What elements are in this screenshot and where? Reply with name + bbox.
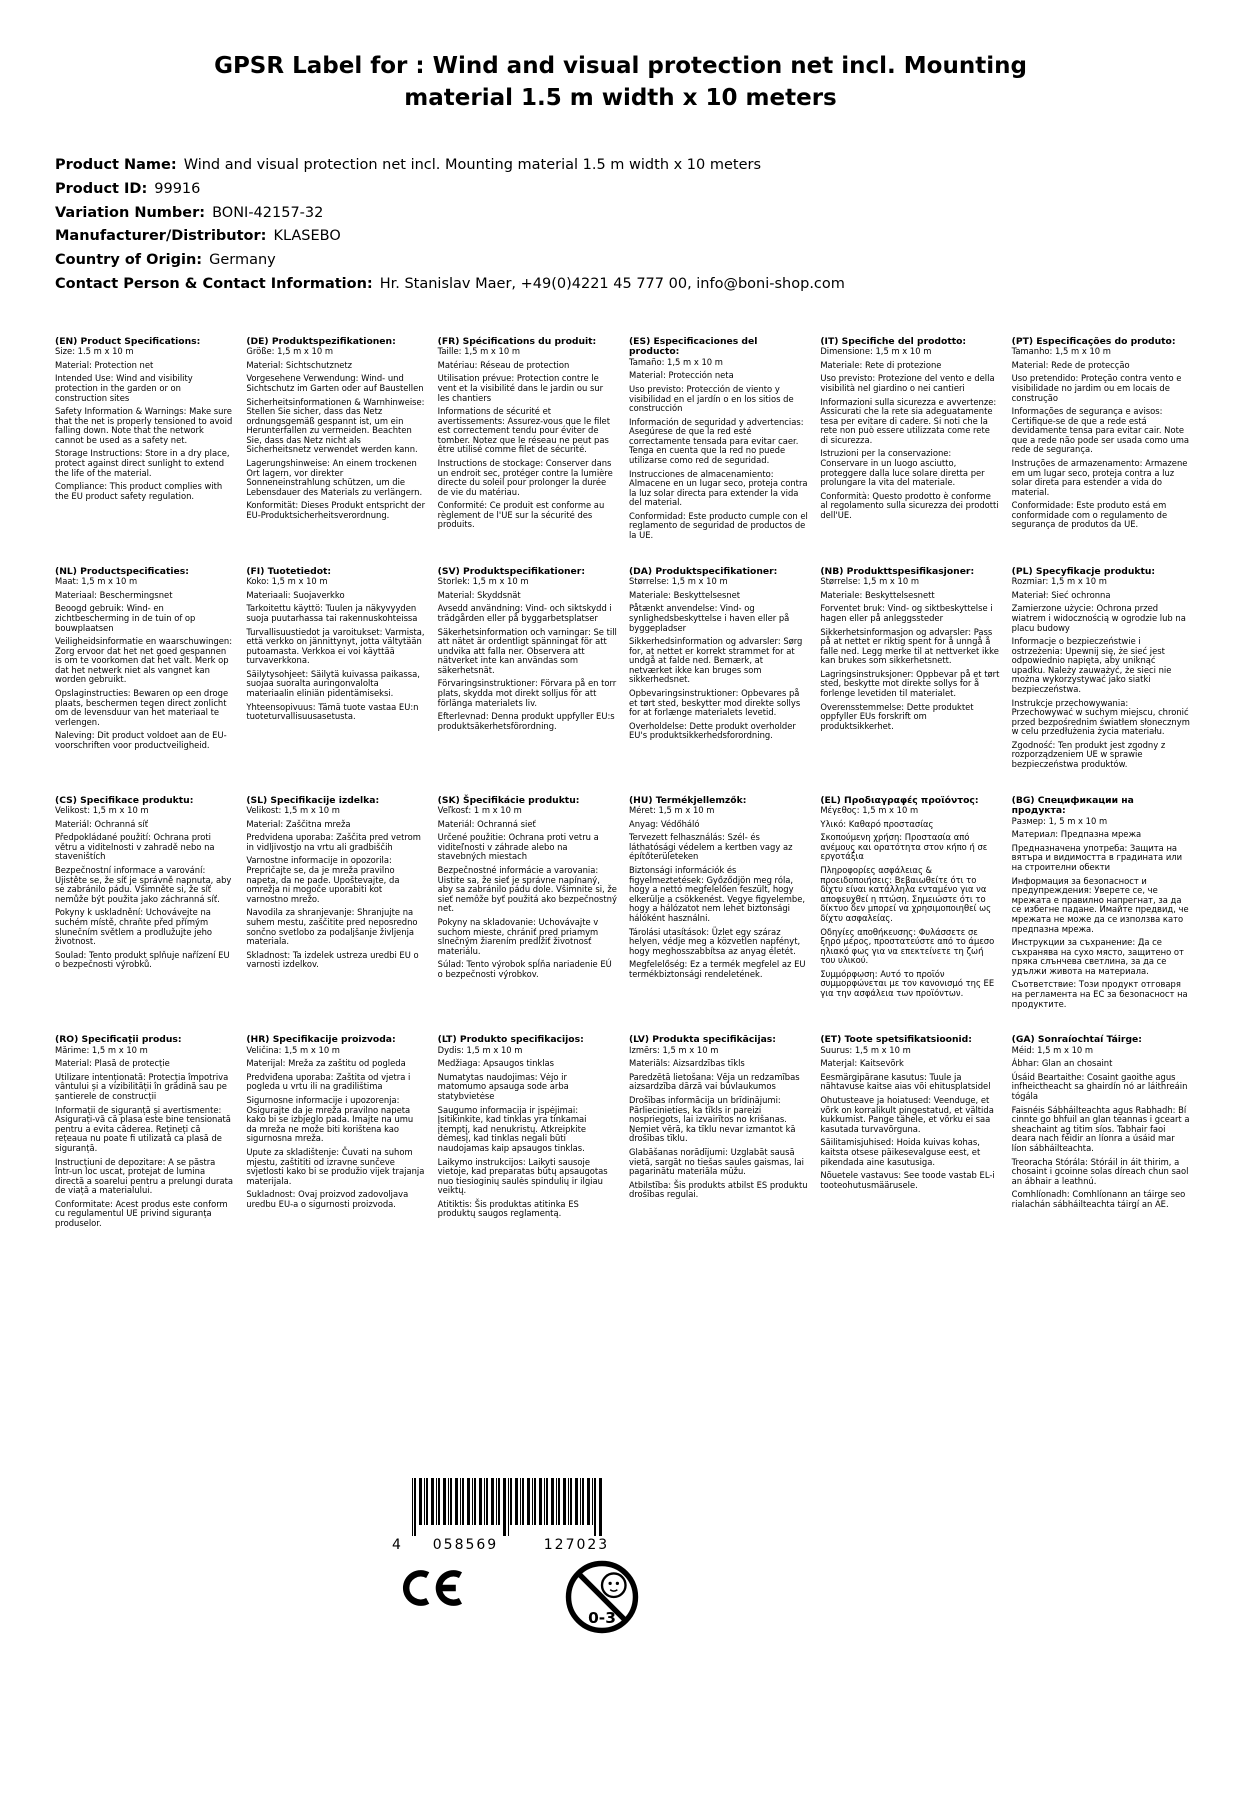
spec-paragraph: Informații de siguranță și avertismente: Asigurați-vă că plasa este bine tensionată pentru a evita căderea. Rețineți că rețeaua nu poate fi utilizată ca plasă de siguranță.	[55, 1104, 231, 1153]
spec-heading: (ET) Toote spetsifikatsioonid:	[820, 1034, 972, 1046]
spec-paragraph: Uso previsto: Protezione del vento e della visibilità nel giardino o nei cantieri	[820, 373, 995, 393]
barcode-bar	[448, 1478, 449, 1525]
spec-paragraph: Maat: 1,5 m x 10 m	[55, 576, 138, 587]
spec-block	[55, 337, 234, 541]
barcode-bar	[515, 1478, 518, 1525]
spec-paragraph: Atitiktis: Šis produktas atitinka ES produktų saugos reglamentą.	[437, 1198, 579, 1219]
barcode-bar	[484, 1478, 485, 1525]
spec-paragraph: Upute za skladištenje: Čuvati na suhom mjestu, zaštititi od izravne sunčeve svjetlosti kako bi se produžio vijek trajanja materijala.	[246, 1146, 425, 1186]
spec-paragraph: Säilytysohjeet: Säilytä kuivassa paikassa, suojaa suoralta auringonvalolta materiaalin eliniän pidentämiseksi.	[246, 668, 420, 698]
spec-paragraph: Μέγεθος: 1,5 m x 10 m	[820, 805, 919, 816]
spec-paragraph: Predviđena uporaba: Zaštita od vjetra i pogleda u vrtu ili na gradilištima	[246, 1071, 411, 1092]
spec-paragraph: Avsedd användning: Vind- och siktskydd i trädgården eller på byggarbetsplatser	[437, 603, 612, 623]
spec-paragraph: Informations de sécurité et avertissements: Assurez-vous que le filet est correctement tendu pour éviter de tomber. Notez que le réseau ne peut pas être utilisé comme filet de sécurité.	[437, 406, 610, 455]
spec-paragraph: Lagerungshinweise: An einem trockenen Ort lagern, vor direkter Sonneneinstrahlung schützen, um die Lebensdauer des Materials zu verlängern.	[246, 457, 423, 497]
spec-paragraph: Bezpečnostné informácie a varovania: Uistite sa, že sieť je správne napínaný, aby sa zabránilo pádu dole. Všimnite si, že sieť nemôže byť použitá ako bezpečnostný net.	[437, 865, 617, 914]
product-info-row	[55, 156, 1186, 174]
spec-block	[55, 796, 234, 1010]
spec-paragraph: Informações de segurança e avisos: Certifique-se de que a rede está devidamente tensa para evitar cair. Note que a rede não pode ser usada como uma rede de segurança.	[1011, 406, 1190, 455]
barcode-bar	[436, 1478, 437, 1525]
spec-paragraph: Turvallisuustiedot ja varoitukset: Varmista, että verkko on jännittynyt, jotta vältytään putoamasta. Verkkoa ei voi käyttää turvaverkkona.	[246, 626, 425, 666]
spec-block	[629, 337, 808, 541]
spec-paragraph: Материал: Предпазна мрежа	[1011, 829, 1142, 840]
footer-symbols	[392, 1553, 648, 1635]
spec-paragraph: Glabāšanas norādījumi: Uzglabāt sausā vietā, sargāt no tiešas saules gaismas, lai pagarinātu materiāla mūžu.	[628, 1146, 804, 1177]
spec-paragraph: Pokyny na skladovanie: Uchovávajte v suchom mieste, chrániť pred priamym slnečným žiarením predĺžiť životnosť materiálu.	[437, 916, 599, 956]
spec-paragraph: Faisnéis Sábháilteachta agus Rabhadh: Bí cinnte go bhfuil an glan teannas i gceart a sheachaint ag titim síos. Tabhair faoi deara nach féidir an líonra a úsáid mar líon sábháilteachta.	[1011, 1104, 1190, 1153]
spec-body	[629, 806, 808, 979]
spec-paragraph: Conformidad: Este producto cumple con el reglamento de seguridad de productos de la UE.	[628, 510, 808, 541]
barcode-bar	[467, 1478, 470, 1525]
spec-paragraph: Instrucțiuni de depozitare: A se păstra într-un loc uscat, protejat de lumina directă a soarelui pentru a prelungi durata de viață a materialului.	[55, 1156, 234, 1196]
spec-paragraph: Nõuetele vastavus: See toode vastab EL-i tooteohutusmäärusele.	[820, 1170, 995, 1190]
barcode-first-digit: 4	[392, 1537, 401, 1553]
spec-body	[820, 806, 999, 998]
spec-heading: (CS) Specifikace produktu:	[55, 794, 194, 806]
spec-paragraph: Numatytas naudojimas: Vėjo ir matomumo apsauga sode arba statybvietėse	[437, 1071, 569, 1102]
spec-paragraph: Ábhar: Glan an chosaint	[1011, 1058, 1113, 1069]
spec-body	[629, 1046, 808, 1200]
spec-paragraph: Méid: 1,5 m x 10 m	[1011, 1044, 1094, 1055]
spec-paragraph: Veiligheidsinformatie en waarschuwingen: Zorg ervoor dat het net goed gespannen is om te voorkomen dat het valt. Merk op dat het netwerk niet als vangnet kan worden gebruikt.	[55, 636, 233, 685]
spec-paragraph: Storage Instructions: Store in a dry place, protect against direct sunlight to extend the life of the material.	[55, 448, 230, 478]
product-info-value: 99916	[154, 181, 201, 197]
spec-body	[55, 347, 234, 501]
spec-paragraph: Skladnost: Ta izdelek ustreza uredbi EU o varnosti izdelkov.	[246, 949, 419, 970]
product-info-label: Contact Person & Contact Information:	[55, 275, 373, 292]
barcode-bar	[479, 1478, 482, 1525]
barcode-bar	[522, 1478, 524, 1525]
spec-paragraph: Opslaginstructies: Bewaren op een droge plaats, beschermen tegen direct zonlicht om de levensduur van het materiaal te verlengen.	[55, 687, 229, 727]
spec-heading: (RO) Specificații produs:	[55, 1034, 182, 1046]
spec-paragraph: Comhlíonadh: Comhlíonann an táirge seo rialachán sábháilteachta táirgí an AE.	[1011, 1189, 1186, 1209]
product-info-label: Product ID:	[55, 181, 148, 197]
spec-paragraph: Medžiaga: Apsaugos tinklas	[437, 1058, 555, 1069]
spec-block	[438, 796, 617, 1010]
age-warning-label: 0-3	[588, 1609, 616, 1628]
spec-heading: (IT) Specifiche del prodotto:	[820, 335, 967, 347]
spec-heading: (EL) Προδιαγραφές προϊόντος:	[820, 794, 979, 806]
product-info-value: Germany	[209, 251, 276, 268]
spec-paragraph: Paredzētā lietošana: Vēja un redzamības aizsardzība dārzā vai būvlaukumos	[628, 1071, 800, 1092]
spec-paragraph: Förvaringsinstruktioner: Förvara på en torr plats, skydda mot direkt solljus för att förlänga materialets liv.	[437, 678, 617, 708]
spec-body	[55, 806, 234, 970]
spec-paragraph: Sikkerhedsinformation og advarsler: Sørg for, at nettet er korrekt strammet for at undgå at falde ned. Bemærk, at netværket ikke kan bruges som sikkerhedsnet.	[628, 636, 803, 685]
spec-heading: (NB) Produkttspesifikasjoner:	[820, 565, 975, 577]
barcode-bar	[419, 1478, 422, 1525]
spec-paragraph: Sigurnosne informacije i upozorenja: Osigurajte da je mreža pravilno napeta kako bi se izbjeglo pada. Imajte na umu da mreža ne može biti korištena kao sigurnosna mreža.	[246, 1095, 414, 1144]
barcode-bar	[508, 1478, 509, 1536]
spec-paragraph: Size: 1.5 m x 10 m	[55, 346, 134, 357]
barcode-bar	[443, 1478, 446, 1525]
spec-block	[55, 567, 234, 770]
barcode-right-group: 127023	[543, 1537, 610, 1553]
spec-paragraph: Overensstemmelse: Dette produktet oppfyller EUs forskrift om produktsikkerhet.	[820, 701, 974, 731]
spec-paragraph: Zgodność: Ten produkt jest zgodny z rozporządzeniem UE w sprawie bezpieczeństwa produktów.	[1011, 739, 1166, 770]
spec-paragraph: Istruzioni per la conservazione: Conservare in un luogo asciutto, proteggere dalla luce solare diretta per prolungare la vita del materiale.	[820, 448, 985, 488]
barcode-bar	[546, 1478, 548, 1525]
spec-paragraph: Mărime: 1,5 m x 10 m	[55, 1044, 148, 1055]
spec-block	[820, 796, 999, 1010]
spec-paragraph: Sikkerhetsinformasjon og advarsler: Pass på at nettet er riktig spent for å unngå å falle ned. Legg merke til at nettverket ikke kan brukes som sikkerhetsnett.	[820, 626, 999, 666]
product-info-label: Variation Number:	[55, 204, 206, 221]
barcode-bar	[556, 1478, 557, 1525]
spec-paragraph: Størrelse: 1,5 m x 10 m	[820, 576, 919, 587]
spec-paragraph: Materiál: Ochranná síť	[55, 818, 148, 829]
spec-heading: (LV) Produkta specifikācijas:	[628, 1034, 776, 1046]
spec-heading: (SL) Specifikacije izdelka:	[246, 794, 380, 806]
barcode-bar	[414, 1478, 416, 1536]
spec-paragraph: Veľkosť: 1 m x 10 m	[437, 805, 522, 816]
spec-body	[246, 806, 425, 970]
spec-paragraph: Konformität: Dieses Produkt entspricht der EU-Produktsicherheitsverordnung.	[246, 500, 426, 520]
spec-body	[55, 1046, 234, 1229]
spec-block	[1012, 796, 1191, 1010]
spec-body	[438, 1046, 617, 1219]
spec-heading: (DE) Produktspezifikationen:	[246, 335, 396, 347]
language-specs-grid	[55, 337, 1191, 1229]
spec-block	[246, 567, 425, 770]
spec-paragraph: Určené použitie: Ochrana proti vetru a viditeľnosti v záhrade alebo na stavebných miestach	[437, 832, 599, 862]
spec-body	[55, 577, 234, 750]
product-info-row	[55, 275, 1186, 293]
spec-paragraph: Dydis: 1,5 m x 10 m	[437, 1044, 523, 1055]
spec-paragraph: Instrukcje przechowywania: Przechowywać w suchym miejscu, chronić przed bezpośrednim światłem słonecznym w celu przedłużenia życia materiału.	[1011, 697, 1190, 737]
product-info-row	[55, 251, 1186, 269]
barcode-bar	[539, 1478, 542, 1525]
spec-paragraph: Matériau: Réseau de protection	[437, 359, 570, 370]
barcode-bar	[431, 1478, 434, 1525]
spec-paragraph: Informacje o bezpieczeństwie i ostrzeżenia: Upewnij się, że sieć jest odpowiednio napięta, aby uniknąć upadku. Należy zauważyć, że sieci nie można wykorzystywać jako siatki bezpieczeństwa.	[1011, 636, 1172, 694]
spec-paragraph: Material: Rede de protecção	[1011, 359, 1130, 370]
spec-paragraph: Soulad: Tento produkt splňuje nařízení EU o bezpečnosti výrobků.	[55, 949, 230, 970]
spec-paragraph: Úsáid Beartaithe: Cosaint gaoithe agus infheictheacht sa ghairdín nó ar láithreáin tógála	[1011, 1071, 1188, 1102]
spec-paragraph: Υλικό: Καθαρό προστασίας	[820, 818, 934, 829]
spec-paragraph: Koko: 1,5 m x 10 m	[246, 576, 328, 587]
spec-heading: (SV) Produktspecifikationer:	[437, 565, 585, 577]
spec-paragraph: Informazioni sulla sicurezza e avvertenze: Assicurati che la rete sia adeguatamente tesa per evitare di cadere. Si noti che la rete non può essere utilizzata come rete di sicurezza.	[820, 396, 997, 445]
product-info-row	[55, 180, 1186, 198]
barcode-bar	[455, 1478, 458, 1525]
ce-mark-icon	[402, 1567, 464, 1609]
spec-paragraph: Safety Information & Warnings: Make sure that the net is properly tensioned to avoid falling down. Note that the network cannot be used as a safety net.	[55, 406, 233, 445]
barcode-bar	[568, 1478, 569, 1525]
spec-paragraph: Treoracha Stórála: Stóráil in áit thirim, a chosaint i gcoinne solas díreach chun saol an ábhair a leathnú.	[1011, 1156, 1189, 1186]
spec-heading: (HR) Specifikacije proizvoda:	[246, 1034, 396, 1046]
spec-paragraph: Uso previsto: Protección de viento y visibilidad en el jardín o en los sitios de construcción	[628, 383, 794, 414]
product-info-label: Country of Origin:	[55, 251, 203, 268]
spec-paragraph: Säkerhetsinformation och varningar: Se till att nätet är ordentligt spänningat för att undvika att falla ner. Observera att nätverket inte kan användas som säkerhetsnät.	[437, 626, 617, 675]
spec-body	[820, 1046, 999, 1191]
spec-paragraph: Materiał: Sieć ochronna	[1011, 589, 1111, 600]
spec-paragraph: Instruções de armazenamento: Armazene em um lugar seco, proteja contra a luz solar direta para estender a vida do material.	[1011, 457, 1188, 497]
spec-paragraph: Laikymo instrukcijos: Laikyti sausoje vietoje, kad preparatas būtų apsaugotas nuo tiesioginių saulės spindulių ir ilgiau veiktų.	[437, 1156, 608, 1196]
spec-paragraph: Materiale: Beskyttelsesnett	[820, 589, 935, 600]
spec-paragraph: Информация за безопасност и предупреждения: Уверете се, че мрежата е правилно напрегнат, за да се избегне падане. Имайте предвид, че мрежата не може да се използва като предпазна мрежа.	[1011, 875, 1189, 934]
barcode-bar	[486, 1478, 488, 1525]
spec-heading: (FR) Spécifications du produit:	[437, 335, 597, 347]
spec-paragraph: Material: Protección neta	[628, 370, 734, 381]
spec-paragraph: Material: Plasă de protecție	[55, 1058, 170, 1069]
barcode-bar	[551, 1478, 554, 1525]
spec-paragraph: Οδηγίες αποθήκευσης: Φυλάσσετε σε ξηρό μέρος, προστατεύστε από το άμεσο ηλιακό φως για να επεκτείνετε τη ζωή του υλικού.	[820, 926, 995, 966]
spec-block	[820, 337, 999, 541]
spec-block	[1012, 337, 1191, 541]
product-info-label: Product Name:	[55, 157, 177, 174]
spec-body	[1012, 1046, 1191, 1210]
spec-paragraph: Megfelelőség: Ez a termék megfelel az EU termékbiztonsági rendeletének.	[628, 959, 806, 979]
barcode-number	[392, 1537, 632, 1553]
spec-paragraph: Pokyny k uskladnění: Uchovávejte na suchém místě, chraňte před přímým slunečním světlem a prodlužujte jeho životnost.	[55, 907, 213, 947]
spec-paragraph: Eesmärgipärane kasutus: Tuule ja nähtavuse kaitse aias või ehitusplatsidel	[820, 1071, 991, 1092]
barcode-bar	[503, 1478, 506, 1536]
spec-paragraph: Tamanho: 1,5 m x 10 m	[1011, 346, 1111, 357]
product-info-label: Manufacturer/Distributor:	[55, 228, 267, 245]
barcode-bar	[450, 1478, 452, 1525]
spec-paragraph: Saugumo informacija ir įspėjimai: Įsitikinkite, kad tinklas yra tinkamai įtemptį, kad nenukristų. Atkreipkite dėmesį, kad tinklas negali būti naudojamas kaip apsaugos tinklas.	[437, 1104, 587, 1153]
barcode-bar	[510, 1478, 512, 1525]
spec-paragraph: Biztonsági információk és figyelmeztetések: Győződjön meg róla, hogy a nettó megfelelően feszült, hogy elkerülje a csökkenést. Vegye figyelembe, hogy a hálózatot nem lehet biztonsági hálóként használni.	[628, 865, 806, 923]
spec-heading: (PT) Especificações do produto:	[1011, 335, 1176, 347]
spec-paragraph: Sicherheitsinformationen & Warnhinweise: Stellen Sie sicher, dass das Netz ordnungsgemäß gespannt ist, um ein Herunterfallen zu vermeiden. Beachten Sie, dass das Netz nicht als Sicherheitsnetz verwendet werden kann.	[246, 396, 425, 455]
spec-paragraph: Atbilstība: Šis produkts atbilst ES produktu drošības regulai.	[628, 1179, 808, 1200]
product-info-value: Hr. Stanislav Maer, +49(0)4221 45 777 00, info@boni-shop.com	[379, 275, 845, 292]
spec-paragraph: Drošības informācija un brīdinājumi: Pārliecinieties, ka tīkls ir pareizi nospriegots, lai izvairītos no krišanas. Ņemiet vērā, ka tīklu nevar izmantot kā drošības tīklu.	[628, 1095, 796, 1144]
spec-block	[246, 796, 425, 1010]
spec-block	[820, 567, 999, 770]
spec-paragraph: Tarkoitettu käyttö: Tuulen ja näkyvyyden suoja puutarhassa tai rakennuskohteissa	[246, 603, 418, 623]
spec-paragraph: Intended Use: Wind and visibility protection in the garden or on construction sites	[55, 373, 193, 403]
spec-paragraph: Instructions de stockage: Conserver dans un endroit sec, protéger contre la lumière directe du soleil pour prolonger la durée de vie du matériau.	[437, 457, 613, 497]
spec-block	[438, 337, 617, 541]
barcode-bar	[498, 1478, 500, 1525]
barcode-bar	[570, 1478, 572, 1525]
spec-body	[246, 1046, 425, 1210]
spec-heading: (DA) Produktspecifikationer:	[628, 565, 778, 577]
spec-heading: (FI) Tuotetiedot:	[246, 565, 332, 577]
barcode-left-group: 058569	[432, 1537, 499, 1553]
spec-heading: (PL) Specyfikacje produktu:	[1011, 565, 1156, 577]
spec-block	[1012, 567, 1191, 770]
spec-body	[1012, 347, 1191, 530]
spec-paragraph: Yhteensopivuus: Tämä tuote vastaa EU:n tuoteturvallisuusasetusta.	[246, 701, 419, 722]
page-title: GPSR Label for : Wind and visual protection net incl. Mounting material 1.5 m width x 10 meters	[214, 53, 1027, 112]
spec-heading: (HU) Termékjellemzők:	[628, 794, 747, 806]
spec-heading: (GA) Sonraíochtaí Táirge:	[1011, 1034, 1142, 1046]
spec-paragraph: Taille: 1,5 m x 10 m	[437, 346, 521, 357]
spec-block	[55, 1035, 234, 1228]
spec-paragraph: Rozmiar: 1,5 m x 10 m	[1011, 576, 1107, 587]
product-info-row	[55, 227, 1186, 245]
spec-body	[246, 577, 425, 722]
spec-paragraph: Størrelse: 1,5 m x 10 m	[628, 576, 728, 587]
spec-heading: (NL) Productspecificaties:	[55, 565, 189, 577]
spec-body	[629, 358, 808, 541]
spec-paragraph: Materiāls: Aizsardzības tīkls	[628, 1058, 745, 1069]
spec-paragraph: Materiaali: Suojaverkko	[246, 589, 345, 600]
barcode-bar	[474, 1478, 476, 1525]
spec-paragraph: Overholdelse: Dette produkt overholder EU's produktsikkerhedsforordning.	[628, 720, 796, 741]
spec-paragraph: Sukladnost: Ovaj proizvod zadovoljava uredbu EU-a o sigurnosti proizvoda.	[246, 1189, 409, 1209]
spec-heading: (BG) Спецификации на продукта:	[1011, 794, 1134, 817]
spec-paragraph: Material: Zaščitna mreža	[246, 818, 351, 829]
spec-paragraph: Συμμόρφωση: Αυτό το προϊόν συμμορφώνεται με τον κανονισμό της ΕΕ για την ασφάλεια των προϊόντων.	[820, 968, 995, 998]
spec-paragraph: Πληροφορίες ασφάλειας & προειδοποιήσεις: Βεβαιωθείτε ότι το δίχτυ είναι κατάλληλα ενταμένο για να αποφευχθεί η πτώση. Σημειώστε ότι το δίκτυο δεν μπορεί να χρησιμοποιηθεί ως δίχτυ ασφαλείας.	[820, 865, 992, 923]
spec-paragraph: Naleving: Dit product voldoet aan de EU-voorschriften voor productveiligheid.	[55, 730, 227, 750]
spec-block	[438, 1035, 617, 1228]
spec-paragraph: Súlad: Tento výrobok spĺňa nariadenie EÚ o bezpečnosti výrobkov.	[437, 959, 612, 979]
spec-body	[1012, 577, 1191, 769]
spec-paragraph: Material: Protection net	[55, 359, 154, 370]
barcode-bar	[534, 1478, 536, 1525]
barcode-bar	[424, 1478, 425, 1525]
barcode-bar	[491, 1478, 494, 1525]
spec-paragraph: Compliance: This product complies with the EU product safety regulation.	[55, 481, 223, 501]
barcode-bar	[558, 1478, 560, 1525]
product-info-value: BONI-42157-32	[212, 204, 324, 221]
spec-paragraph: Materiál: Ochranná sieť	[437, 818, 536, 829]
spec-paragraph: Forventet bruk: Vind- og siktbeskyttelse i hagen eller på anleggssteder	[820, 603, 993, 623]
spec-block	[438, 567, 617, 770]
spec-paragraph: Инструкции за съхранение: Да се съхранява на сухо място, защитено от пряка слънчева светлина, за да се удължи живота на материала.	[1011, 937, 1184, 976]
barcode-bar	[592, 1478, 593, 1525]
spec-body	[438, 347, 617, 530]
spec-paragraph: Σκοπούμενη χρήση: Προστασία από ανέμους και ορατότητα στον κήπο ή σε εργοτάξια	[820, 832, 988, 862]
spec-paragraph: Predvidena uporaba: Zaščita pred vetrom in vidljivostjo na vrtu ali gradbiščih	[246, 832, 421, 852]
product-info-value: KLASEBO	[273, 228, 341, 245]
barcode-bar	[472, 1478, 473, 1525]
spec-paragraph: Izmērs: 1,5 m x 10 m	[628, 1044, 719, 1055]
product-info-row	[55, 204, 1186, 222]
spec-paragraph: Efterlevnad: Denna produkt uppfyller EU:s produktsäkerhetsförordning.	[437, 711, 615, 731]
spec-paragraph: Předpokládané použití: Ochrana proti větru a viditelnosti v zahradě nebo na staveništích	[55, 832, 215, 862]
spec-heading: (LT) Produkto specifikacijos:	[437, 1034, 584, 1046]
spec-paragraph: Suurus: 1,5 m x 10 m	[820, 1044, 911, 1055]
spec-paragraph: Säilitamisjuhised: Hoida kuivas kohas, kaitsta otsese päikesevalguse eest, et pikendada aine kasutusiga.	[820, 1137, 981, 1167]
spec-body	[438, 577, 617, 731]
spec-block	[629, 1035, 808, 1228]
spec-paragraph: Varnostne informacije in opozorila: Prepričajte se, da je mreža pravilno napeta, da ne pade. Upoštevajte, da omrežja ni mogoče uporabiti kot varnostno mrežo.	[246, 855, 400, 904]
barcode-bar	[438, 1478, 440, 1525]
spec-block	[246, 337, 425, 541]
barcode-bar	[544, 1478, 545, 1525]
spec-paragraph: Méret: 1,5 m x 10 m	[628, 805, 715, 816]
barcode-bar	[563, 1478, 566, 1525]
spec-paragraph: Beoogd gebruik: Wind- en zichtbescherming in de tuin of op bouwplaatsen	[55, 603, 196, 633]
barcode-bar	[426, 1478, 428, 1525]
spec-paragraph: Veličina: 1,5 m x 10 m	[246, 1044, 340, 1055]
spec-heading: (SK) Špecifikácie produktu:	[437, 794, 580, 806]
spec-heading: (ES) Especificaciones del producto:	[628, 335, 758, 358]
barcode-bars	[412, 1478, 648, 1536]
spec-paragraph: Lagringsinstruksjoner: Oppbevar på et tørt sted, beskytte mot direkte sollys for å forlenge levetiden til materialet.	[820, 668, 1000, 698]
spec-paragraph: Размер: 1, 5 m x 10 m	[1011, 815, 1108, 826]
spec-paragraph: Bezpečnostní informace a varování: Ujistěte se, že síť je správně napnuta, aby se zabránilo pádu. Všimněte si, že síť nemůže být použita jako záchranná síť.	[55, 865, 232, 904]
spec-paragraph: Materijal: Mreža za zaštitu od pogleda	[246, 1058, 406, 1069]
barcode-bar	[599, 1478, 602, 1536]
spec-paragraph: Materiale: Beskyttelsesnet	[628, 589, 741, 600]
barcode-bar	[575, 1478, 578, 1525]
spec-paragraph: Navodila za shranjevanje: Shranjujte na suhem mestu, zaščitite pred neposredno sončno svetlobo za podaljšanje življenja materiala.	[246, 907, 418, 947]
spec-paragraph: Anyag: Védőháló	[628, 818, 700, 829]
spec-block	[629, 796, 808, 1010]
spec-paragraph: Materjal: Kaitsevõrk	[820, 1058, 904, 1069]
spec-body	[629, 577, 808, 741]
spec-paragraph: Tárolási utasítások: Üzlet egy száraz helyen, védje meg a közvetlen napfényt, hogy meghosszabbítsa az anyag életét.	[628, 926, 801, 956]
spec-paragraph: Tervezett felhasználás: Szél- és láthatósági védelem a kertben vagy az építőterületeken	[628, 832, 793, 862]
spec-body	[1012, 817, 1191, 1009]
spec-body	[820, 577, 999, 731]
spec-paragraph: Съответствие: Този продукт отговаря на регламента на ЕС за безопасност на продуктите.	[1011, 979, 1188, 1009]
spec-paragraph: Ohutusteave ja hoiatused: Veenduge, et võrk on korralikult pingestatud, et vältida kukkumist. Pange tähele, et võrku ei saa kasutada turvavõrguna.	[820, 1095, 994, 1134]
barcode-bar	[582, 1478, 584, 1525]
barcode-bar	[412, 1478, 413, 1536]
spec-paragraph: Información de seguridad y advertencias: Asegúrese de que la red esté correctamente tensada para evitar caer. Tenga en cuenta que la red no puede utilizarse como red de seguridad.	[628, 416, 804, 465]
spec-paragraph: Conformità: Questo prodotto è conforme al regolamento sulla sicurezza dei prodotti dell'UE.	[820, 490, 999, 520]
spec-paragraph: Conformitate: Acest produs este conform cu regulamentul UE privind siguranța produselor.	[55, 1198, 228, 1228]
spec-paragraph: Uso pretendido: Proteção contra vento e visibilidade no jardim ou em locais de construção	[1011, 373, 1182, 403]
age-warning-icon	[564, 1559, 640, 1635]
barcode-bar	[520, 1478, 521, 1525]
spec-paragraph: Material: Sichtschutznetz	[246, 359, 353, 370]
spec-paragraph: Påtænkt anvendelse: Vind- og synlighedsbeskyttelse i haven eller på byggepladser	[628, 603, 790, 633]
spec-paragraph: Storlek: 1,5 m x 10 m	[437, 576, 529, 587]
spec-paragraph: Opbevaringsinstruktioner: Opbevares på et tørt sted, beskytter mod direkte sollys for at forlænge materialets levetid.	[628, 687, 801, 718]
barcode-bar	[460, 1478, 461, 1525]
spec-paragraph: Zamierzone użycie: Ochrona przed wiatrem i widocznością w ogrodzie lub na placu budowy	[1011, 603, 1186, 633]
spec-paragraph: Velikost: 1,5 m x 10 m	[246, 805, 340, 816]
spec-paragraph: Materiaal: Beschermingsnet	[55, 589, 173, 600]
spec-paragraph: Utilizare intenționată: Protecția împotriva vântului și a vizibilității în grădină sau pe șantierele de construcții	[55, 1071, 229, 1102]
spec-body	[246, 347, 425, 520]
spec-block	[820, 1035, 999, 1228]
spec-block	[246, 1035, 425, 1228]
product-info-value: Wind and visual protection net incl. Mounting material 1.5 m width x 10 meters	[183, 157, 762, 174]
spec-paragraph: Größe: 1,5 m x 10 m	[246, 346, 334, 357]
spec-paragraph: Conformité: Ce produit est conforme au règlement de l'UE sur la sécurité des produits.	[437, 500, 605, 530]
barcode-bar	[587, 1478, 590, 1525]
spec-paragraph: Vorgesehene Verwendung: Wind- und Sichtschutz im Garten oder auf Baustellen	[246, 373, 424, 393]
barcode-bar	[496, 1478, 497, 1525]
barcode-bar	[532, 1478, 533, 1525]
spec-body	[820, 347, 999, 520]
footer	[392, 1478, 648, 1635]
spec-paragraph: Velikost: 1,5 m x 10 m	[55, 805, 149, 816]
barcode-bar	[594, 1478, 596, 1536]
ean-barcode	[392, 1478, 648, 1553]
spec-paragraph: Utilisation prévue: Protection contre le vent et la visibilité dans le jardin ou sur les chantiers	[437, 373, 604, 403]
barcode-bar	[527, 1478, 530, 1525]
barcode-bar	[462, 1478, 464, 1525]
barcode-bar	[580, 1478, 581, 1525]
product-info	[55, 156, 1186, 292]
spec-block	[1012, 1035, 1191, 1228]
spec-body	[438, 806, 617, 979]
spec-paragraph: Materiale: Rete di protezione	[820, 359, 942, 370]
spec-block	[629, 567, 808, 770]
spec-paragraph: Conformidade: Este produto está em conformidade com o regulamento de segurança de produtos da UE.	[1011, 500, 1168, 530]
spec-paragraph: Предназначена употреба: Защита на вятъра и видимостта в градината или на строителни обекти	[1011, 842, 1183, 873]
spec-paragraph: Dimensione: 1,5 m x 10 m	[820, 346, 932, 357]
spec-paragraph: Tamaño: 1,5 m x 10 m	[628, 356, 723, 367]
spec-paragraph: Material: Skyddsnät	[437, 589, 521, 600]
spec-paragraph: Instrucciones de almacenamiento: Almacene en un lugar seco, proteja contra la luz solar directa para extender la vida del material.	[628, 468, 808, 508]
spec-heading: (EN) Product Specifications:	[55, 335, 201, 347]
